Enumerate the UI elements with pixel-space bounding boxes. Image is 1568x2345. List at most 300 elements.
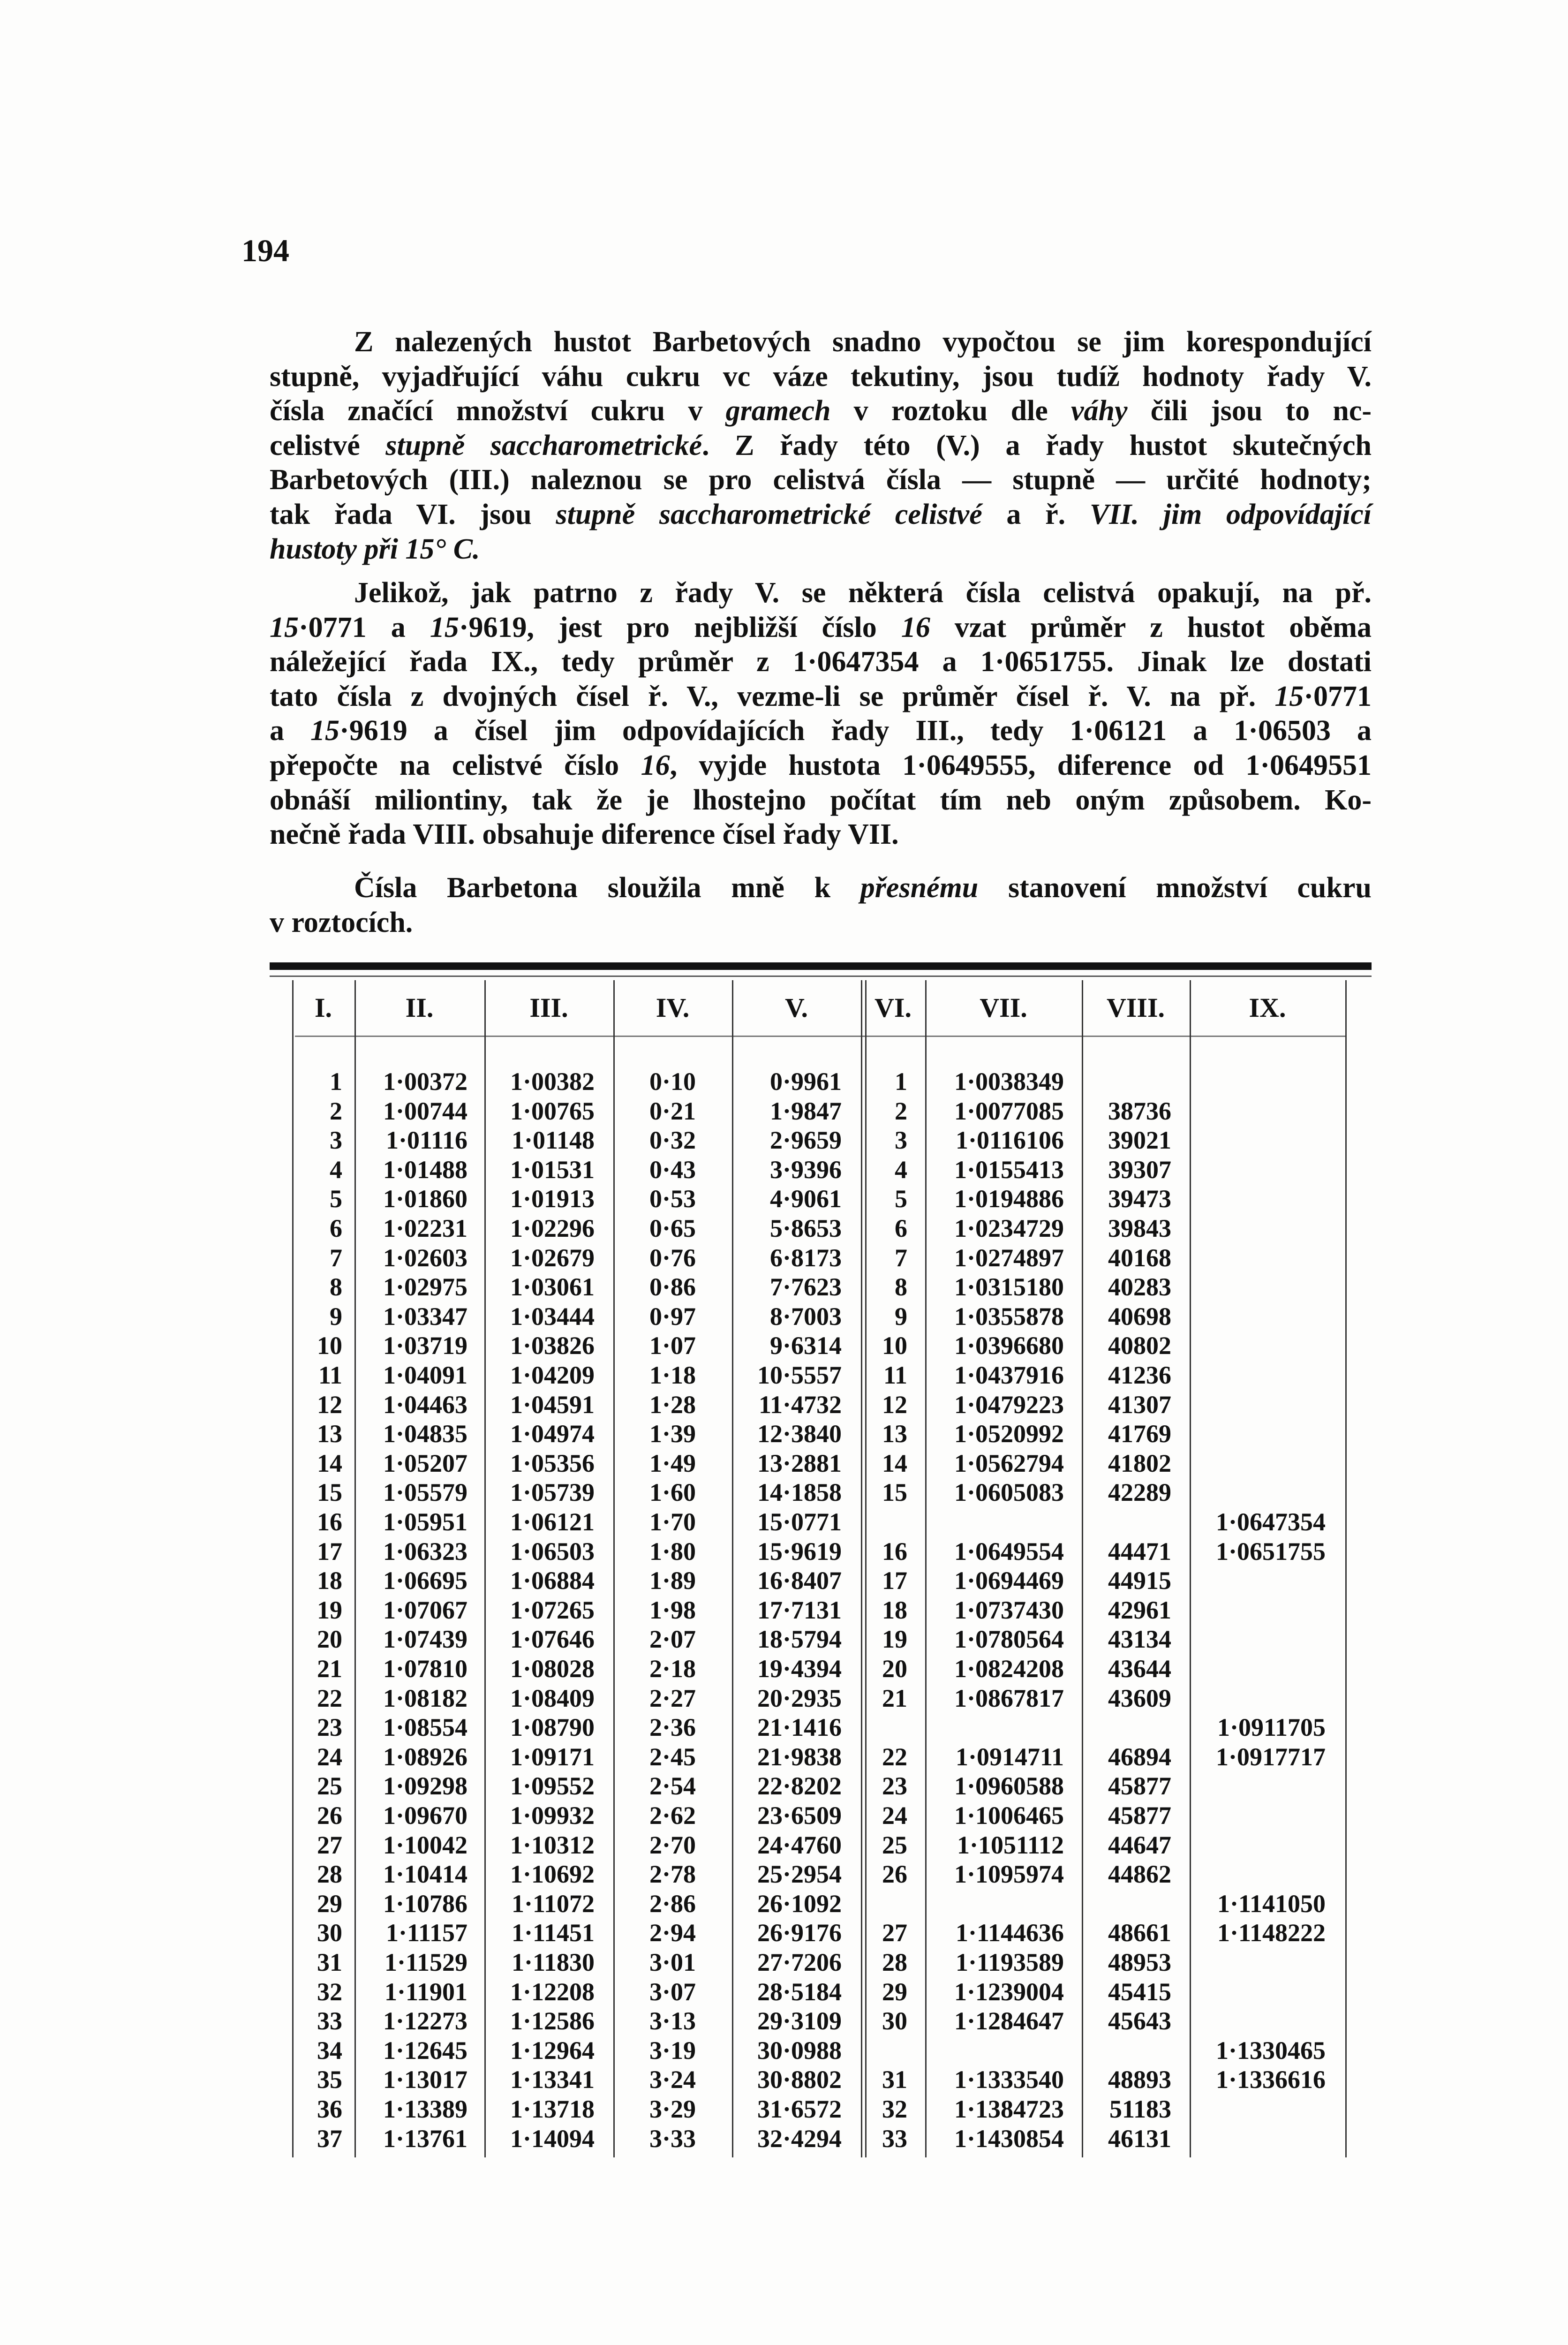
- table-cell: 2·86: [649, 1889, 696, 1918]
- table-cell: 25·2954: [757, 1860, 842, 1889]
- table-cell: 24·4760: [757, 1831, 842, 1859]
- column-header: I.: [314, 992, 332, 1023]
- text-line: [270, 871, 1372, 906]
- table-cell: 30·0988: [757, 2036, 842, 2065]
- table-cell: 21: [882, 1684, 907, 1712]
- table-cell: 12: [882, 1390, 907, 1419]
- italic-text: 15: [1274, 680, 1304, 712]
- table-cell: 32: [317, 1977, 342, 2006]
- table-cell: 1·05951: [383, 1508, 467, 1536]
- text-line: [270, 906, 1372, 940]
- italic-text: hustoty při 15° C.: [270, 533, 480, 565]
- table-cell: 1·0651755: [1215, 1537, 1326, 1566]
- table-cell: 6: [330, 1214, 342, 1242]
- table-cell: 1·02679: [510, 1243, 595, 1272]
- table-cell: 1·07265: [510, 1596, 595, 1624]
- table-cell: 1·03347: [383, 1302, 467, 1331]
- table-cell: 20·2935: [757, 1684, 842, 1712]
- table-cell: 1·1006465: [954, 1801, 1064, 1830]
- table-cell: 1: [330, 1067, 342, 1096]
- table-cell: 1·08554: [383, 1713, 467, 1742]
- table-cell: 2·27: [649, 1684, 696, 1712]
- table-cell: 1·05739: [510, 1478, 595, 1507]
- text-run: přepočte na celistvé číslo: [270, 749, 641, 781]
- table-cell: 42961: [1108, 1596, 1171, 1624]
- text-run: ·0771 a: [299, 611, 430, 643]
- table-cell: 41802: [1108, 1449, 1171, 1477]
- text-run: a: [270, 715, 311, 747]
- table-cell: 1·0116106: [955, 1126, 1064, 1155]
- table-cell: 11: [883, 1361, 907, 1389]
- table-top-thin-rule: [270, 976, 1372, 977]
- table-cell: 1·01148: [511, 1126, 595, 1155]
- table-cell: 17: [317, 1537, 342, 1566]
- table-cell: 3: [895, 1126, 907, 1155]
- table-cell: 42289: [1108, 1478, 1171, 1507]
- table-cell: 2·70: [649, 1831, 696, 1859]
- table-cell: 41236: [1108, 1361, 1171, 1389]
- table-cell: 40802: [1108, 1331, 1171, 1360]
- text-run: ·9619, jest pro nejbližší číslo: [459, 611, 901, 643]
- table-cell: 1: [895, 1067, 907, 1096]
- table-cell: 19: [317, 1596, 342, 1624]
- table-cell: 1·00382: [510, 1067, 595, 1096]
- table-cell: 36: [317, 2095, 342, 2123]
- table-cell: 32: [882, 2095, 907, 2123]
- table-cell: 43609: [1108, 1684, 1171, 1712]
- table-cell: 45415: [1108, 1977, 1171, 2006]
- table-cell: 1·13761: [383, 2124, 467, 2153]
- table-cell: 29: [317, 1889, 342, 1918]
- text-line: [270, 360, 1372, 394]
- table-cell: 24: [317, 1742, 342, 1771]
- table-cell: 10·5557: [757, 1361, 842, 1389]
- table-cell: 0·53: [649, 1185, 696, 1213]
- table-cell: 5·8653: [769, 1214, 842, 1242]
- table-cell: 1·1051112: [957, 1831, 1064, 1859]
- text-run: v roztocích.: [270, 906, 413, 938]
- table-cell: 7: [895, 1243, 907, 1272]
- table-cell: 1·01860: [383, 1185, 467, 1213]
- table-cell: 26·1092: [757, 1889, 842, 1918]
- table-cell: 1·1193589: [955, 1948, 1064, 1976]
- table-cell: 1·0605083: [954, 1478, 1064, 1507]
- table-cell: 44471: [1108, 1537, 1171, 1566]
- table-cell: 21·1416: [757, 1713, 842, 1742]
- table-cell: 1·08182: [383, 1684, 467, 1712]
- table-cell: 48661: [1108, 1919, 1171, 1947]
- text-run: Čísla Barbetona sloužila mně k: [354, 872, 860, 904]
- table-cell: 15: [882, 1478, 907, 1507]
- text-run: celistvé: [270, 429, 386, 461]
- text-run: Barbetových (III.) naleznou se pro celistvá čísla — stupně — určité hodnoty;: [270, 464, 1372, 496]
- column-divider: [1345, 980, 1347, 2157]
- text-line: [270, 429, 1372, 463]
- paragraph: [270, 325, 1372, 567]
- table-cell: 39021: [1108, 1126, 1171, 1155]
- table-cell: 22·8202: [757, 1772, 842, 1800]
- table-cell: 1·02603: [383, 1243, 467, 1272]
- table-cell: 1·0911705: [1217, 1713, 1326, 1742]
- italic-text: VII. jim odpovídající: [1089, 498, 1372, 530]
- table-cell: 1·70: [649, 1508, 696, 1536]
- italic-text: stupně saccharometrické celistvé: [556, 498, 982, 530]
- table-cell: 7: [330, 1243, 342, 1272]
- table-cell: 1·80: [649, 1537, 696, 1566]
- table-cell: 1·0355878: [954, 1302, 1064, 1331]
- table-cell: 3·07: [649, 1977, 696, 2006]
- table-cell: 28: [882, 1948, 907, 1976]
- table-cell: 1·0780564: [954, 1625, 1064, 1654]
- table-cell: 20: [882, 1655, 907, 1683]
- table-cell: 1·09298: [383, 1772, 467, 1800]
- table-cell: 26: [882, 1860, 907, 1889]
- table-cell: 1·0234729: [954, 1214, 1064, 1242]
- table-cell: 4·9061: [769, 1185, 842, 1213]
- table-cell: 0·21: [649, 1097, 696, 1125]
- italic-text: 16: [641, 749, 670, 781]
- table-cell: 10: [317, 1331, 342, 1360]
- table-cell: 0·76: [649, 1243, 696, 1272]
- table-cell: 37: [317, 2124, 342, 2153]
- table-cell: 40168: [1108, 1243, 1171, 1272]
- table-cell: 1·02231: [383, 1214, 467, 1242]
- table-cell: 9: [895, 1302, 907, 1331]
- table-cell: 1·13341: [510, 2065, 595, 2094]
- italic-text: váhy: [1070, 395, 1128, 427]
- table-cell: 1·9847: [769, 1097, 842, 1125]
- text-line: [270, 749, 1372, 783]
- table-cell: 1·00372: [383, 1067, 467, 1096]
- table-cell: 30: [317, 1919, 342, 1947]
- table-cell: 1·08028: [510, 1655, 595, 1683]
- table-cell: 1·06323: [383, 1537, 467, 1566]
- column-header: IX.: [1249, 992, 1286, 1023]
- table-cell: 44862: [1108, 1860, 1171, 1889]
- table-cell: 34: [317, 2036, 342, 2065]
- table-cell: 1·06695: [383, 1566, 467, 1595]
- table-top-rule: [270, 962, 1372, 970]
- table-cell: 0·9961: [769, 1067, 842, 1096]
- text-run: a ř.: [982, 498, 1090, 530]
- italic-text: 15: [430, 611, 459, 643]
- text-line: [270, 325, 1372, 360]
- table-cell: 1·10692: [510, 1860, 595, 1889]
- table-cell: 22: [882, 1742, 907, 1771]
- table-cell: 14·1858: [757, 1478, 842, 1507]
- table-cell: 1·11451: [511, 1919, 595, 1947]
- table-cell: 23: [882, 1772, 907, 1800]
- table-cell: 13: [882, 1420, 907, 1448]
- table-cell: 1·11157: [385, 1919, 467, 1947]
- table-cell: 48893: [1108, 2065, 1171, 2094]
- text-run: tato čísla z dvojných čísel ř. V., vezme-li se průměr čísel ř. V. na př.: [270, 680, 1275, 712]
- table-cell: 18: [882, 1596, 907, 1624]
- table-cell: 3·9396: [769, 1155, 842, 1184]
- table-cell: 1·02975: [383, 1273, 467, 1301]
- table-cell: 51183: [1109, 2095, 1171, 2123]
- table-cell: 18: [317, 1566, 342, 1595]
- table-cell: 8: [895, 1273, 907, 1301]
- text-run: nečně řada VIII. obsahuje diference čísel řady VII.: [270, 818, 899, 851]
- table-cell: 1·04209: [510, 1361, 595, 1389]
- text-run: ·0771: [1304, 680, 1372, 712]
- table-cell: 2·94: [649, 1919, 696, 1947]
- table-cell: 1·1144636: [955, 1919, 1064, 1947]
- table-cell: 39307: [1108, 1155, 1171, 1184]
- table-cell: 3·33: [649, 2124, 696, 2153]
- table-cell: 40283: [1108, 1273, 1171, 1301]
- table-cell: 39843: [1108, 1214, 1171, 1242]
- table-cell: 21·9838: [757, 1742, 842, 1771]
- text-run: stupně, vyjadřující váhu cukru vc váze tekutiny, jsou tudíž hodnoty řady V.: [270, 360, 1372, 393]
- table-cell: 1·0396680: [954, 1331, 1064, 1360]
- table-cell: 1·08790: [510, 1713, 595, 1742]
- table-cell: 1·0437916: [954, 1361, 1064, 1389]
- italic-text: stupně saccharometrické: [385, 429, 702, 461]
- table-cell: 35: [317, 2065, 342, 2094]
- table-cell: 43644: [1108, 1655, 1171, 1683]
- column-header: VI.: [874, 992, 912, 1023]
- table-cell: 1·09932: [510, 1801, 595, 1830]
- text-line: [270, 463, 1372, 498]
- text-run: obnáší miliontiny, tak že je lhostejno počítat tím neb oným způsobem. Ko-: [270, 784, 1372, 816]
- table-cell: 2: [330, 1097, 342, 1125]
- table-cell: 30: [882, 2007, 907, 2035]
- table-cell: 2·07: [649, 1625, 696, 1654]
- table-cell: 11·4732: [758, 1390, 842, 1419]
- table-cell: 1·09171: [510, 1742, 595, 1771]
- table-cell: 38736: [1108, 1097, 1171, 1125]
- text-line: [270, 611, 1372, 645]
- table-cell: 1·10042: [383, 1831, 467, 1859]
- table-cell: 1·04974: [510, 1420, 595, 1448]
- table-cell: 1·1333540: [954, 2065, 1064, 2094]
- table-cell: 1·12273: [383, 2007, 467, 2035]
- table-cell: 0·10: [649, 1067, 696, 1096]
- table-cell: 7·7623: [769, 1273, 842, 1301]
- table-cell: 1·0479223: [954, 1390, 1064, 1419]
- text-line: [270, 645, 1372, 680]
- text-run: náležející řada IX., tedy průměr z 1·0647354 a 1·0651755. Jinak lze dostati: [270, 646, 1372, 678]
- column-header: VIII.: [1106, 992, 1165, 1023]
- table-cell: 46894: [1108, 1742, 1171, 1771]
- text-run: čili jsou to nc-: [1127, 395, 1372, 427]
- table-cell: 32·4294: [757, 2124, 842, 2153]
- table-cell: 1·01116: [385, 1126, 467, 1155]
- table-cell: 29: [882, 1977, 907, 2006]
- table-cell: 3·19: [649, 2036, 696, 2065]
- column-divider: [1190, 980, 1191, 2157]
- table-cell: 1·0960588: [954, 1772, 1064, 1800]
- table-cell: 1·08926: [383, 1742, 467, 1771]
- table-cell: 45643: [1108, 2007, 1171, 2035]
- table-cell: 41769: [1108, 1420, 1171, 1448]
- table-cell: 13·2881: [757, 1449, 842, 1477]
- table-cell: 2·62: [649, 1801, 696, 1830]
- column-header: III.: [529, 992, 568, 1023]
- text-run: Z nalezených hustot Barbetových snadno vypočtou se jim korespondující: [354, 326, 1372, 358]
- table-cell: 1·1430854: [954, 2124, 1064, 2153]
- table-cell: 1·04591: [510, 1390, 595, 1419]
- table-cell: 19·4394: [757, 1655, 842, 1683]
- table-cell: 1·0155413: [954, 1155, 1064, 1184]
- table-cell: 4: [895, 1155, 907, 1184]
- table-cell: 31: [317, 1948, 342, 1976]
- table-cell: 1·07: [649, 1331, 696, 1360]
- table-cell: 12: [317, 1390, 342, 1419]
- text-run: čísla značící množství cukru v: [270, 395, 726, 427]
- table-cell: 9: [330, 1302, 342, 1331]
- column-header: V.: [785, 992, 808, 1023]
- table-cell: 1·98: [649, 1596, 696, 1624]
- table-cell: 1·0077085: [954, 1097, 1064, 1125]
- table-cell: 1·12964: [510, 2036, 595, 2065]
- table-cell: 1·00744: [383, 1097, 467, 1125]
- table-cell: 1·07646: [510, 1625, 595, 1654]
- table-cell: 44915: [1108, 1566, 1171, 1595]
- text-line: [270, 532, 1372, 567]
- table-cell: 0·97: [649, 1302, 696, 1331]
- table-cell: 0·32: [649, 1126, 696, 1155]
- text-line: [270, 817, 1372, 852]
- table-cell: 0·65: [649, 1214, 696, 1242]
- table-cell: 1·0315180: [954, 1273, 1064, 1301]
- table-cell: 1·49: [649, 1449, 696, 1477]
- table-cell: 1·07810: [383, 1655, 467, 1683]
- table-cell: 1·0694469: [954, 1566, 1064, 1595]
- table-cell: 1·02296: [510, 1214, 595, 1242]
- table-cell: 20: [317, 1625, 342, 1654]
- table-cell: 1·0520992: [954, 1420, 1064, 1448]
- table-cell: 1·1284647: [954, 2007, 1064, 2035]
- table-cell: 1·0914711: [955, 1742, 1064, 1771]
- table-cell: 1·03826: [510, 1331, 595, 1360]
- table-cell: 1·1330465: [1215, 2036, 1326, 2065]
- table-cell: 27: [882, 1919, 907, 1947]
- column-header: II.: [405, 992, 434, 1023]
- table-cell: 25: [882, 1831, 907, 1859]
- table-cell: 2·36: [649, 1713, 696, 1742]
- table-cell: 1·11830: [511, 1948, 595, 1976]
- text-line: [270, 576, 1372, 611]
- table-cell: 17: [882, 1566, 907, 1595]
- table-cell: 10: [882, 1331, 907, 1360]
- table-cell: 26·9176: [757, 1919, 842, 1947]
- table-cell: 33: [317, 2007, 342, 2035]
- italic-text: gramech: [725, 395, 831, 427]
- table-cell: 21: [317, 1655, 342, 1683]
- text-run: vzat průměr z hustot oběma: [930, 611, 1372, 643]
- table-cell: 16·8407: [757, 1566, 842, 1595]
- table-cell: 1·04091: [383, 1361, 467, 1389]
- table-cell: 1·0038349: [954, 1067, 1064, 1096]
- table-cell: 8·7003: [769, 1302, 842, 1331]
- italic-text: 15: [270, 611, 299, 643]
- table-cell: 23·6509: [757, 1801, 842, 1830]
- table-cell: 13: [317, 1420, 342, 1448]
- table-cell: 1·12586: [510, 2007, 595, 2035]
- column-header: VII.: [980, 992, 1027, 1023]
- table-cell: 1·04835: [383, 1420, 467, 1448]
- table-cell: 1·06503: [510, 1537, 595, 1566]
- table-cell: 1·05207: [383, 1449, 467, 1477]
- italic-text: 16: [901, 611, 930, 643]
- text-run: tak řada VI. jsou: [270, 498, 556, 530]
- table-cell: 1·03061: [510, 1273, 595, 1301]
- table-cell: 2: [895, 1097, 907, 1125]
- table-cell: 1·04463: [383, 1390, 467, 1419]
- table-cell: 0·43: [649, 1155, 696, 1184]
- table-cell: 26: [317, 1801, 342, 1830]
- page-number: 194: [241, 233, 289, 268]
- table-cell: 5: [330, 1185, 342, 1213]
- table-cell: 8: [330, 1273, 342, 1301]
- table-cell: 2·18: [649, 1655, 696, 1683]
- table-cell: 1·00765: [510, 1097, 595, 1125]
- text-run: , vyjde hustota 1·0649555, diference od 1·0649551: [670, 749, 1372, 781]
- table-cell: 1·05356: [510, 1449, 595, 1477]
- text-run: Jelikož, jak patrno z řady V. se některá čísla celistvá opakují, na př.: [354, 577, 1372, 609]
- table-cell: 24: [882, 1801, 907, 1830]
- text-run: v roztoku dle: [830, 395, 1071, 427]
- table-cell: 45877: [1108, 1801, 1171, 1830]
- table-cell: 39473: [1108, 1185, 1171, 1213]
- table-cell: 1·03719: [383, 1331, 467, 1360]
- table-cell: 17·7131: [757, 1596, 842, 1624]
- text-run: stanovení množství cukru: [978, 872, 1372, 904]
- table-cell: 29·3109: [757, 2007, 842, 2035]
- table-cell: 1·39: [649, 1420, 696, 1448]
- table-cell: 1·0647354: [1215, 1508, 1326, 1536]
- header-separator: [295, 1036, 1345, 1037]
- paragraph: [270, 576, 1372, 852]
- table-cell: 1·12645: [383, 2036, 467, 2065]
- text-line: [270, 498, 1372, 532]
- table-cell: 1·13017: [383, 2065, 467, 2094]
- italic-text: 15: [310, 715, 340, 747]
- table-cell: 45877: [1108, 1772, 1171, 1800]
- column-header: IV.: [656, 992, 690, 1023]
- table-cell: 33: [882, 2124, 907, 2153]
- table-cell: 1·07439: [383, 1625, 467, 1654]
- table-cell: 43134: [1108, 1625, 1171, 1654]
- table-cell: 1·01488: [383, 1155, 467, 1184]
- table-cell: 11: [318, 1361, 342, 1389]
- table-cell: 9·6314: [769, 1331, 842, 1360]
- table-cell: 1·0824208: [954, 1655, 1064, 1683]
- text-line: [270, 783, 1372, 818]
- table-cell: 1·1148222: [1217, 1919, 1326, 1947]
- table-cell: 31: [882, 2065, 907, 2094]
- table-cell: 15·9619: [757, 1537, 842, 1566]
- table-cell: 27·7206: [757, 1948, 842, 1976]
- table-cell: 3·29: [649, 2095, 696, 2123]
- table-cell: 1·0867817: [954, 1684, 1064, 1712]
- table-cell: 15: [317, 1478, 342, 1507]
- table-cell: 1·05579: [383, 1478, 467, 1507]
- table-cell: 12·3840: [757, 1420, 842, 1448]
- table-cell: 19: [882, 1625, 907, 1654]
- table-cell: 30·8802: [757, 2065, 842, 2094]
- table-cell: 40698: [1108, 1302, 1171, 1331]
- table-cell: 1·10414: [383, 1860, 467, 1889]
- table-cell: 1·0649554: [954, 1537, 1064, 1566]
- table-cell: 28·5184: [757, 1977, 842, 2006]
- table-cell: 3·01: [649, 1948, 696, 1976]
- table-cell: 1·06121: [510, 1508, 595, 1536]
- table-cell: 2·78: [649, 1860, 696, 1889]
